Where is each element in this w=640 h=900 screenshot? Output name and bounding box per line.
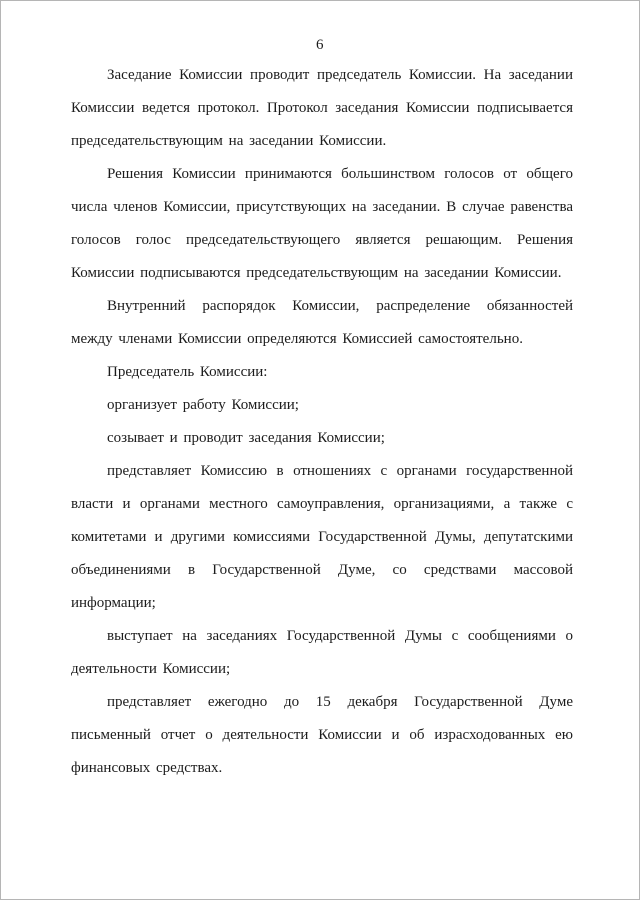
paragraph-internal-order: Внутренний распорядок Комиссии, распределение обязанностей между членами Комиссии определяются Комиссией самостоятельно.	[71, 298, 573, 347]
paragraph-annual-report: представляет ежегодно до 15 декабря Государственной Думе письменный отчет о деятельности Комиссии и об израсходованных ею финансовых средствах.	[71, 694, 573, 776]
paragraph-speaks-at-duma: выступает на заседаниях Государственной Думы с сообщениями о деятельности Комиссии;	[71, 628, 573, 677]
page-number: 6	[316, 37, 324, 53]
paragraph-organizes-work: организует работу Комиссии;	[107, 397, 299, 413]
document-text-block	[71, 59, 573, 785]
paragraph-chairman-heading: Председатель Комиссии:	[107, 364, 268, 380]
paragraph-represents-commission: представляет Комиссию в отношениях с органами государственной власти и органами местного самоуправления, организациями, а также с комитетами и другими комиссиями Государственной Думы, депутатскими объединениями в Государственной Думе, со средствами массовой информации;	[71, 463, 573, 611]
paragraph-meeting-protocol: Заседание Комиссии проводит председатель Комиссии. На заседании Комиссии ведется протокол. Протокол заседания Комиссии подписывается председательствующим на заседании Комиссии.	[71, 67, 573, 149]
paragraph-convenes-meetings: созывает и проводит заседания Комиссии;	[107, 430, 385, 446]
paragraph-decisions-voting: Решения Комиссии принимаются большинством голосов от общего числа членов Комиссии, присутствующих на заседании. В случае равенства голосов голос председательствующего является решающим. Решения Комиссии подписываются председательствующим на заседании Комиссии.	[71, 166, 573, 281]
